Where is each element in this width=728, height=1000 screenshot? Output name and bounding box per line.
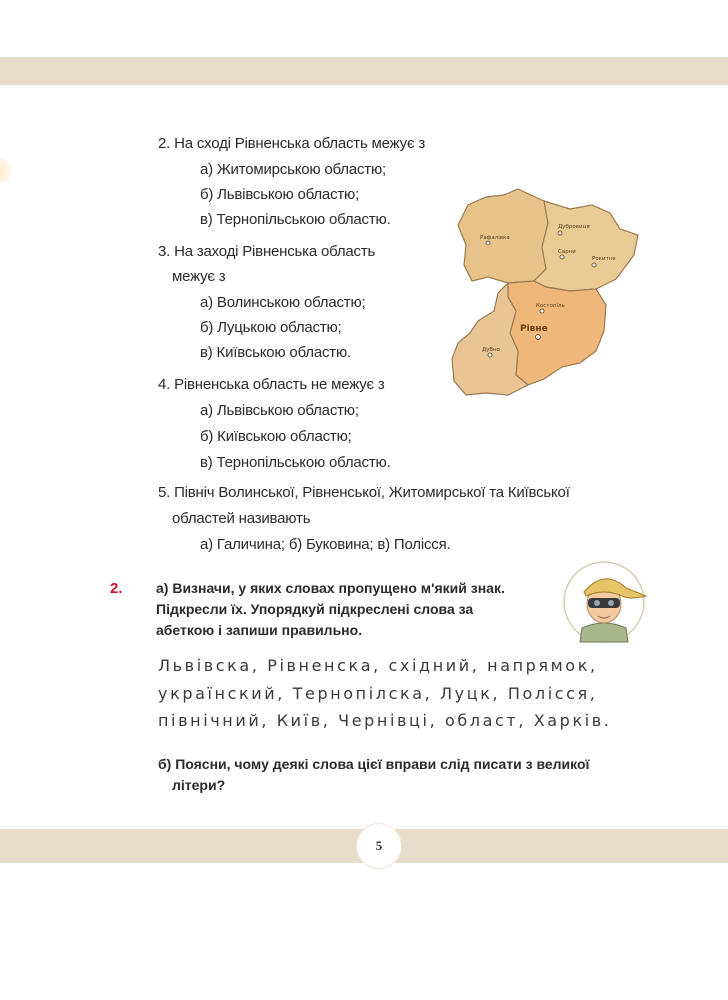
question-2-option-a: а) Житомирською областю; — [200, 161, 386, 178]
question-4: 4. Рівненська область не межує з — [158, 376, 385, 393]
map-label-rokytne: Рокитне — [592, 256, 616, 262]
question-4-option-b: б) Київською областю; — [200, 428, 352, 445]
decor-circle — [0, 158, 12, 184]
question-2: 2. На сході Рівненська область межує з — [158, 135, 426, 152]
question-3-option-a: а) Волинською областю; — [200, 294, 366, 311]
boy-illustration — [560, 558, 654, 644]
map-label-rafalivka: Рафалівка — [480, 235, 510, 241]
question-5-continued: областей називають — [172, 510, 311, 527]
map-label-kostopil: Костопіль — [536, 303, 565, 309]
exercise-task-a — [156, 578, 556, 641]
question-4-option-a: а) Львівською областю; — [200, 402, 359, 419]
top-decor-band — [0, 57, 728, 85]
question-4-option-c: в) Тернопільською областю. — [200, 454, 391, 471]
question-3-option-b: б) Луцькою областю; — [200, 319, 342, 336]
word-list-line-3: північний, Київ, Чернівці, област, Харків. — [158, 711, 612, 730]
map-label-dubno: Дубно — [482, 347, 500, 353]
task-b-line-2: літери? — [172, 777, 226, 793]
question-3-continued: межує з — [172, 268, 226, 285]
word-list-line-2: українский, Тернопілска, Луцк, Полісся, — [158, 684, 598, 703]
question-2-option-c: в) Тернопільською областю. — [200, 211, 391, 228]
question-5: 5. Північ Волинської, Рівненської, Житомирської та Київської — [158, 484, 570, 501]
question-3: 3. На заході Рівненська область — [158, 243, 376, 260]
map-region-north-east — [534, 201, 638, 291]
question-2-option-b: б) Львівською областю; — [200, 186, 360, 203]
task-a-line-1: а) Визначи, у яких словах пропущено м'який знак. — [156, 580, 505, 596]
exercise-number: 2. — [110, 580, 123, 597]
question-5-options: а) Галичина; б) Буковина; в) Полісся. — [200, 536, 451, 553]
task-a-line-3: абеткою і запиши правильно. — [156, 622, 363, 638]
map-label-sarny: Сарни — [558, 249, 576, 255]
task-a-line-2: Підкресли їх. Упорядкуй підкреслені слова за — [156, 601, 474, 617]
exercise-task-b — [158, 754, 638, 796]
word-list-line-1: Львівска, Рівненска, східний, напрямок, — [158, 656, 598, 675]
rivne-oblast-map — [446, 183, 646, 405]
page-number: 5 — [356, 823, 402, 869]
map-label-dubrovytsia: Дубровиця — [558, 224, 590, 230]
map-label-rivne: Рівне — [520, 324, 548, 334]
task-b-line-1: б) Поясни, чому деякі слова цієї вправи слід писати з великої — [158, 756, 590, 772]
question-3-option-c: в) Київською областю. — [200, 344, 351, 361]
